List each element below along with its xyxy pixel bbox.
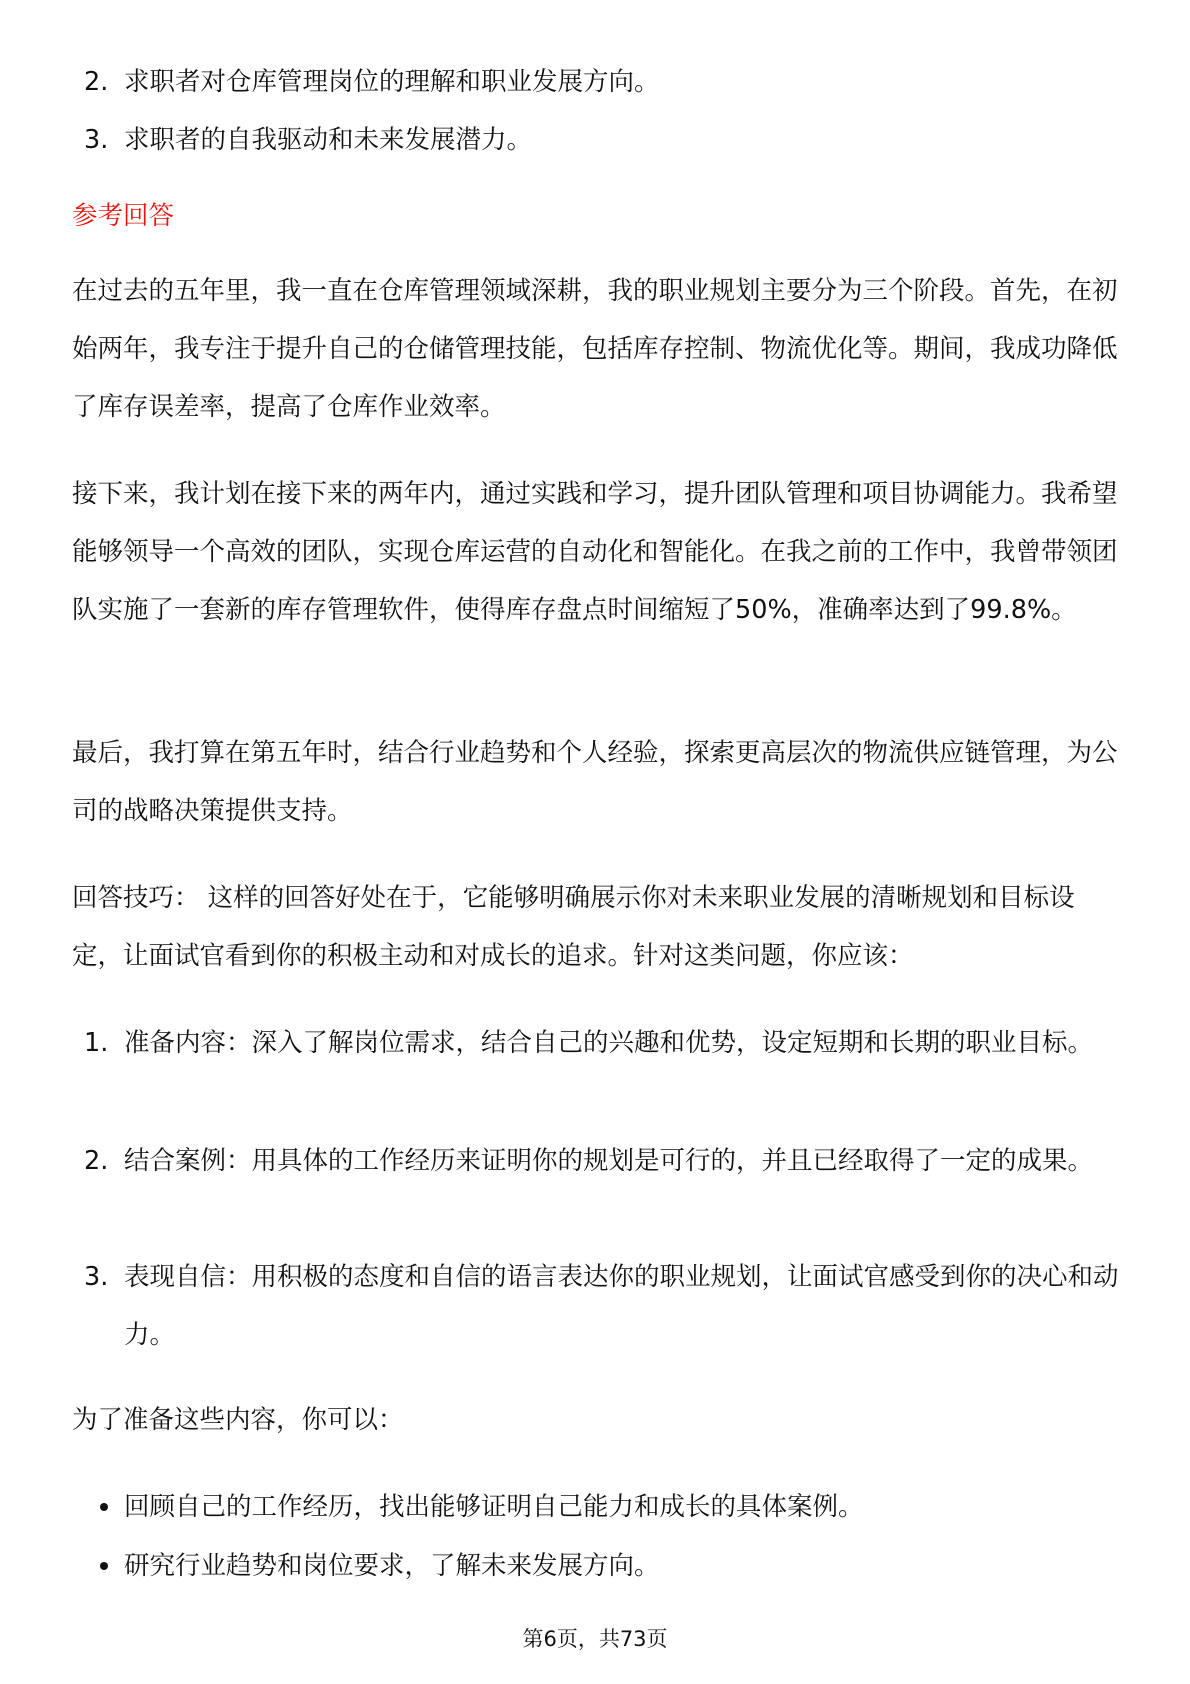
list-item xyxy=(72,111,1124,169)
paragraph: 接下来，我计划在接下来的两年内，通过实践和学习，提升团队管理和项目协调能力。我希望能够领导一个高效的团队，实现仓库运营的自动化和智能化。在我之前的工作中，我曾带领团队实施了一套新的库存管理软件，使得库存盘点时间缩短了50%，准确率达到了99.8%。 xyxy=(72,479,1118,625)
list-text: 结合案例：用具体的工作经历来证明你的规划是可行的，并且已经取得了一定的成果。 xyxy=(124,1146,1094,1176)
list-number: 2. xyxy=(84,1146,109,1176)
list-number: 2. xyxy=(84,67,109,97)
bullet-item xyxy=(72,1478,1124,1536)
bullet-text: 回顾自己的工作经历，找出能够证明自己能力和成长的具体案例。 xyxy=(124,1492,864,1522)
section-heading: 参考回答 xyxy=(72,201,175,231)
list-text: 求职者对仓库管理岗位的理解和职业发展方向。 xyxy=(124,67,660,97)
list-number: 3. xyxy=(84,1262,109,1292)
list-text: 求职者的自我驱动和未来发展潜力。 xyxy=(124,125,533,155)
list-item xyxy=(72,1132,1124,1190)
tips-paragraph: 回答技巧： 这样的回答好处在于，它能够明确展示你对未来职业发展的清晰规划和目标设定，让面试官看到你的积极主动和对成长的追求。针对这类问题，你应该： xyxy=(72,883,1075,971)
bullet-icon xyxy=(100,1503,108,1511)
paragraph: 为了准备这些内容，你可以： xyxy=(72,1405,404,1435)
list-number: 3. xyxy=(84,125,109,155)
list-number: 1. xyxy=(84,1028,109,1058)
list-text: 表现自信：用积极的态度和自信的语言表达你的职业规划，让面试官感受到你的决心和动力。 xyxy=(124,1262,1119,1350)
bullet-item xyxy=(72,1537,1124,1595)
paragraph: 最后，我打算在第五年时，结合行业趋势和个人经验，探索更高层次的物流供应链管理，为公司的战略决策提供支持。 xyxy=(72,738,1118,826)
list-item xyxy=(72,53,1124,111)
bullet-icon xyxy=(100,1562,108,1570)
list-item xyxy=(72,1248,1124,1364)
list-text: 准备内容：深入了解岗位需求，结合自己的兴趣和优势，设定短期和长期的职业目标。 xyxy=(124,1028,1094,1058)
paragraph: 在过去的五年里，我一直在仓库管理领域深耕，我的职业规划主要分为三个阶段。首先，在初始两年，我专注于提升自己的仓储管理技能，包括库存控制、物流优化等。期间，我成功降低了库存误差率，提高了仓库作业效率。 xyxy=(72,276,1118,422)
page-number: 第6页，共73页 xyxy=(522,1627,668,1651)
list-item xyxy=(72,1014,1124,1072)
bullet-text: 研究行业趋势和岗位要求，了解未来发展方向。 xyxy=(124,1551,660,1581)
